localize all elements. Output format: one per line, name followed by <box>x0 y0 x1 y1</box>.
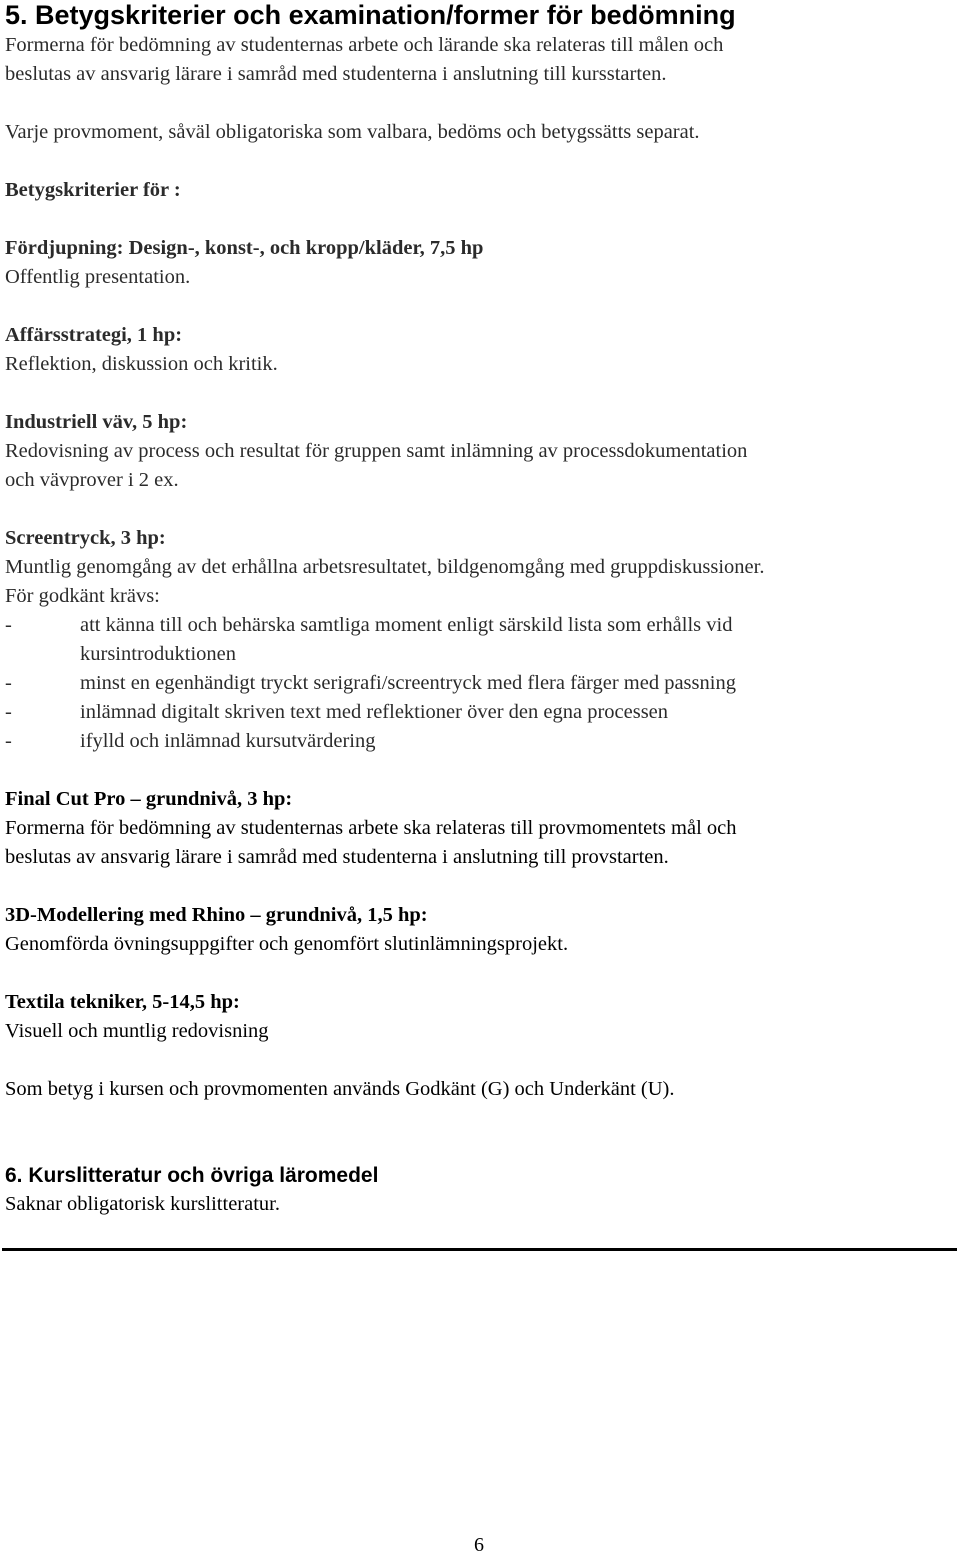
industriell-vav-line-2: och vävprover i 2 ex. <box>5 469 179 491</box>
final-cut-pro-title: Final Cut Pro – grundnivå, 3 hp: <box>5 788 293 810</box>
kurslitteratur-text: Saknar obligatorisk kurslitteratur. <box>5 1193 280 1215</box>
requirement-2: minst en egenhändigt tryckt serigrafi/screentryck med flera färger med passning <box>80 672 736 694</box>
fordjupning-title: Fördjupning: Design-, konst-, och kropp/kläder, 7,5 hp <box>5 237 484 259</box>
requirement-1-line-2: kursintroduktionen <box>80 643 237 665</box>
intro-text-line-1: Formerna för bedömning av studenternas arbete och lärande ska relateras till målen och <box>5 34 724 56</box>
final-cut-pro-line-2: beslutas av ansvarig lärare i samråd med studenterna i anslutning till provstarten. <box>5 846 669 868</box>
grading-scale-text: Som betyg i kursen och provmomenten används Godkänt (G) och Underkänt (U). <box>5 1078 675 1100</box>
affarsstrategi-text: Reflektion, diskussion och kritik. <box>5 353 278 375</box>
requirement-4: ifylld och inlämnad kursutvärdering <box>80 730 376 752</box>
list-dash: - <box>5 730 12 752</box>
betygskriterier-label: Betygskriterier för : <box>5 179 181 201</box>
textila-tekniker-text: Visuell och muntlig redovisning <box>5 1020 269 1042</box>
requirement-3: inlämnad digitalt skriven text med reflektioner över den egna processen <box>80 701 669 723</box>
list-dash: - <box>5 701 12 723</box>
section-6-heading: 6. Kurslitteratur och övriga läromedel <box>5 1164 379 1187</box>
screentryck-title: Screentryck, 3 hp: <box>5 527 166 549</box>
screentryck-text: Muntlig genomgång av det erhållna arbetsresultatet, bildgenomgång med gruppdiskussioner. <box>5 556 765 578</box>
textila-tekniker-title: Textila tekniker, 5-14,5 hp: <box>5 991 240 1013</box>
provmoment-note: Varje provmoment, såväl obligatoriska som valbara, bedöms och betygssätts separat. <box>5 121 700 143</box>
industriell-vav-line-1: Redovisning av process och resultat för gruppen samt inlämning av processdokumentation <box>5 440 748 462</box>
fordjupning-text: Offentlig presentation. <box>5 266 191 288</box>
horizontal-rule <box>2 1248 957 1251</box>
industriell-vav-title: Industriell väv, 5 hp: <box>5 411 188 433</box>
affarsstrategi-title: Affärsstrategi, 1 hp: <box>5 324 183 346</box>
requirement-1-line-1: att känna till och behärska samtliga moment enligt särskild lista som erhålls vid <box>80 614 733 636</box>
page-number: 6 <box>474 1534 484 1556</box>
section-5-heading: 5. Betygskriterier och examination/former för bedömning <box>5 0 736 30</box>
godkant-label: För godkänt krävs: <box>5 585 160 607</box>
final-cut-pro-line-1: Formerna för bedömning av studenternas arbete ska relateras till provmomentets mål och <box>5 817 737 839</box>
rhino-title: 3D-Modellering med Rhino – grundnivå, 1,5 hp: <box>5 904 428 926</box>
rhino-text: Genomförda övningsuppgifter och genomfört slutinlämningsprojekt. <box>5 933 569 955</box>
intro-text-line-2: beslutas av ansvarig lärare i samråd med studenterna i anslutning till kursstarten. <box>5 63 667 85</box>
list-dash: - <box>5 614 12 636</box>
list-dash: - <box>5 672 12 694</box>
